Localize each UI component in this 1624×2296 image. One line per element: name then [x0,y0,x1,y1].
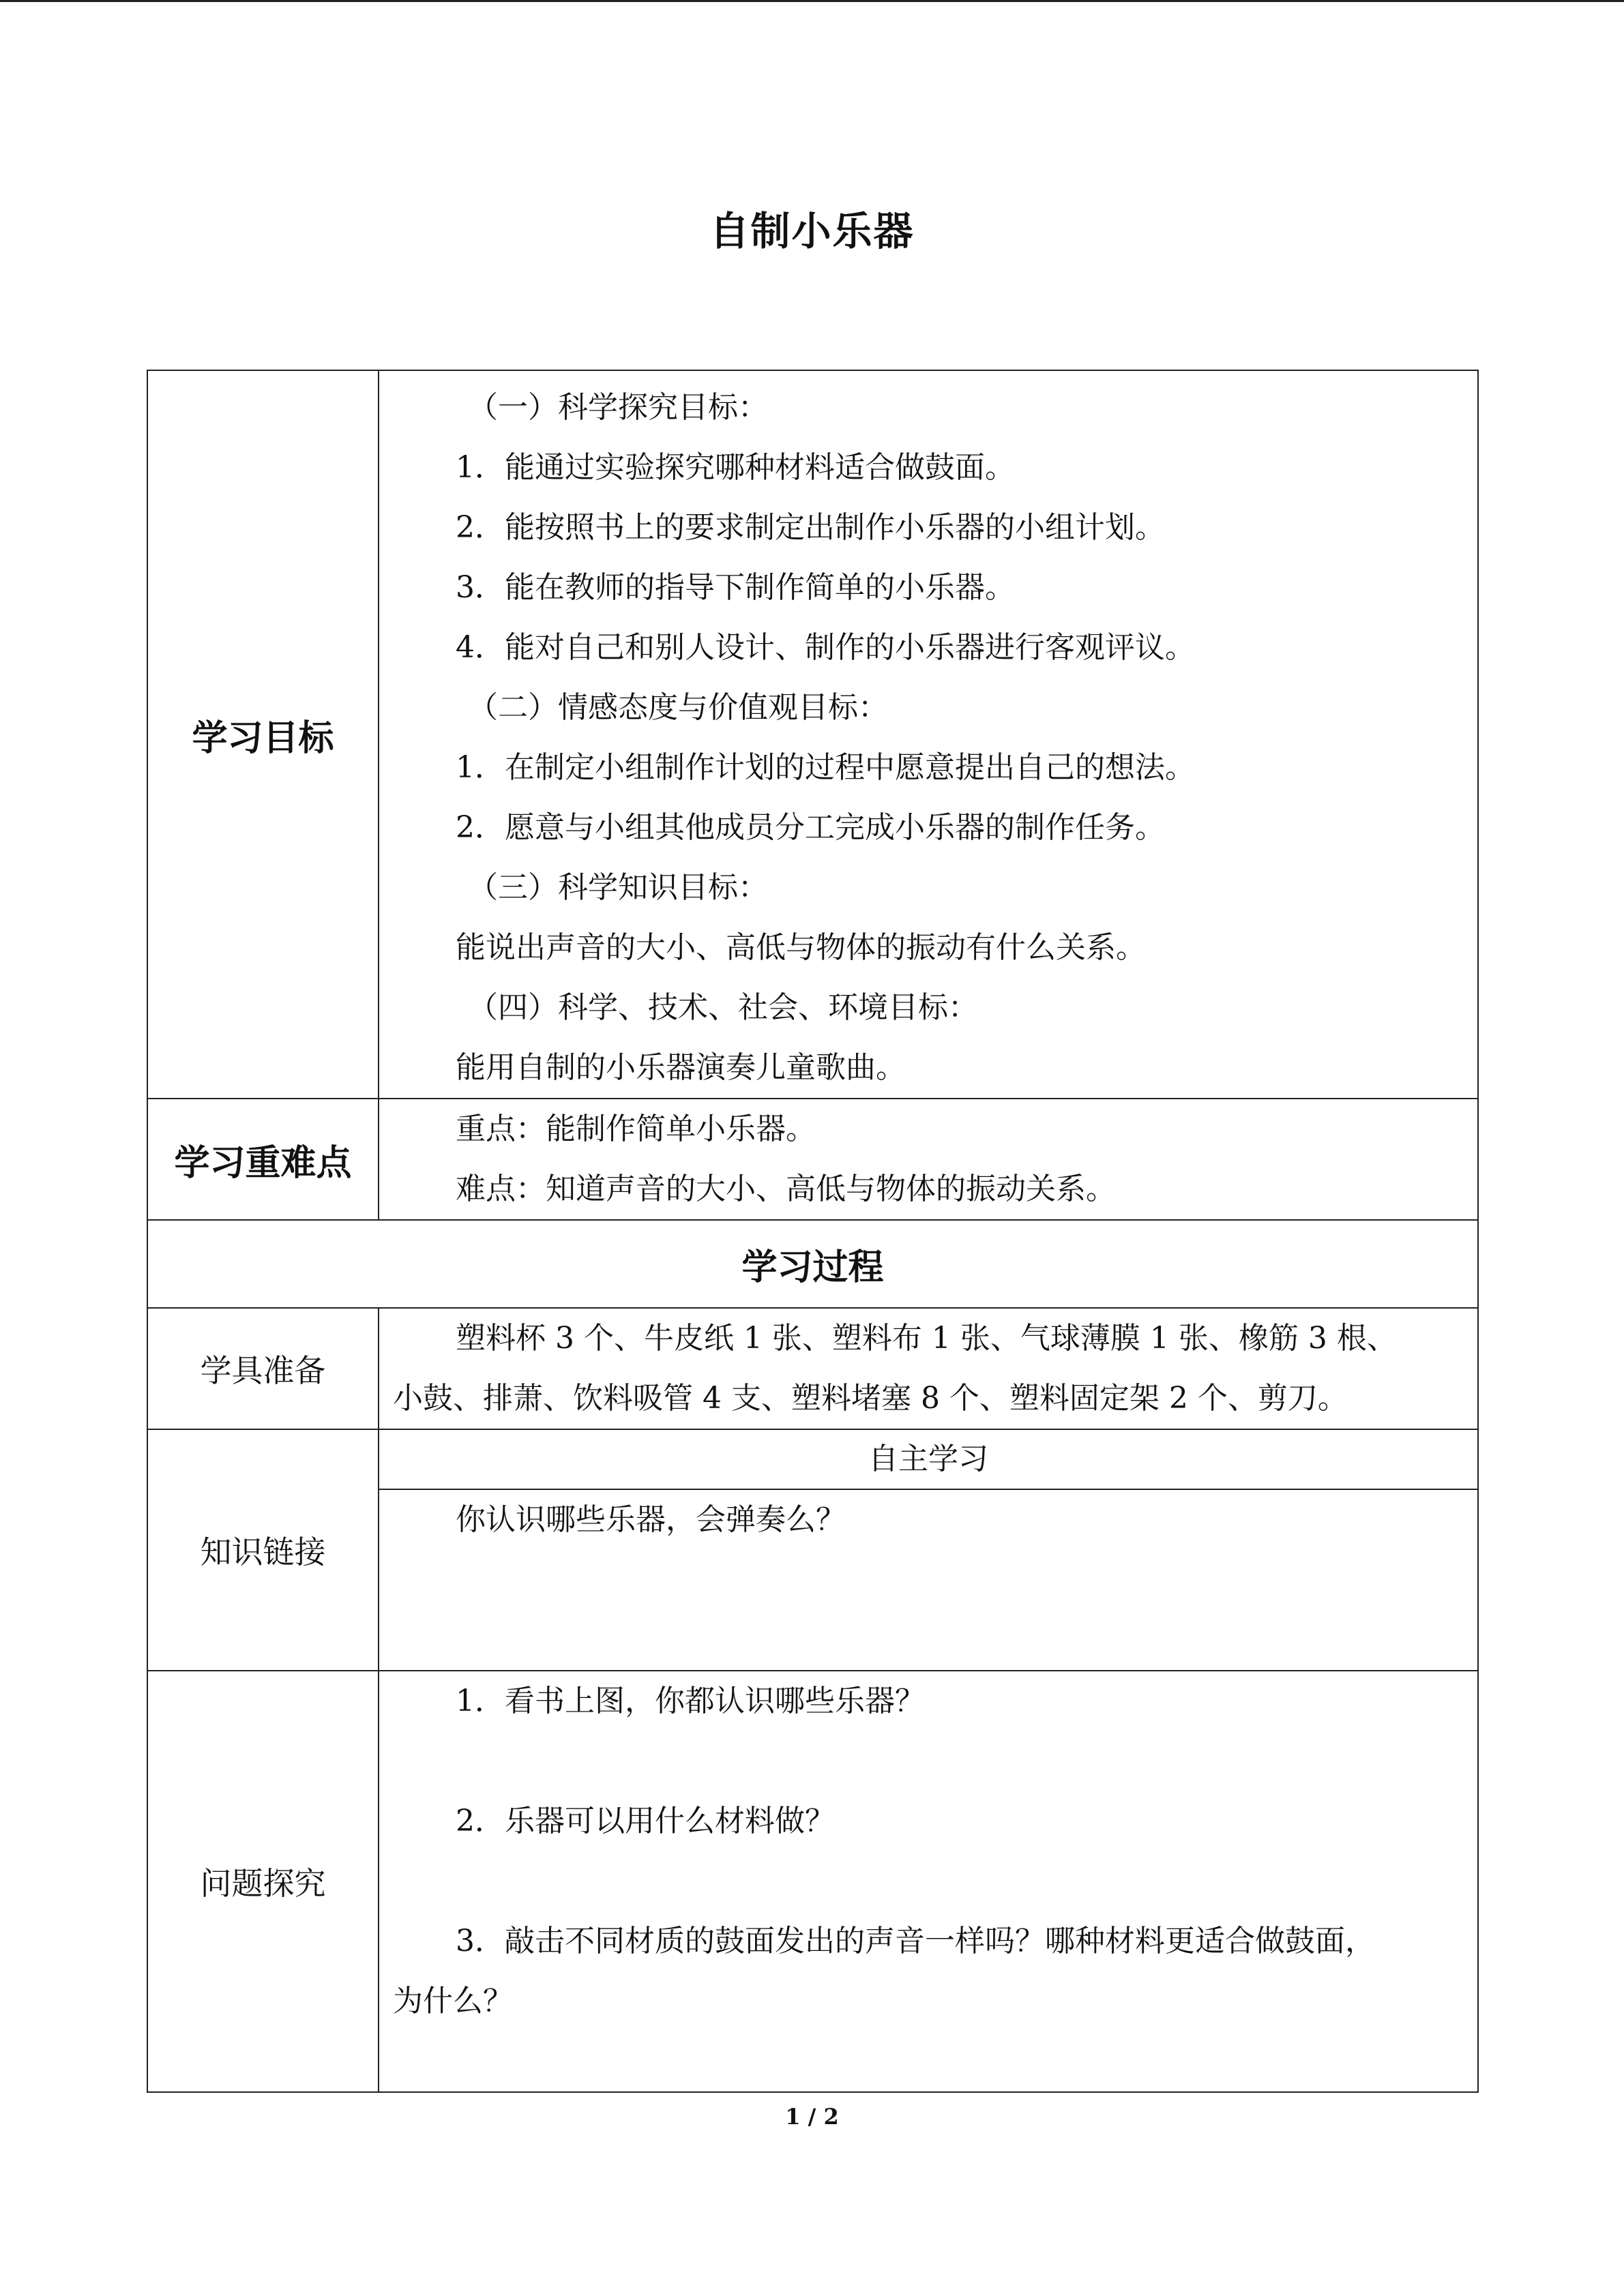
inquiry-label: 问题探究 [147,1671,379,2092]
objective-item: 2．愿意与小组其他成员分工完成小乐器的制作任务。 [456,810,1165,845]
answer-space [379,1851,1477,1911]
materials-content [379,1308,1478,1429]
inquiry-question-cont: 为什么？ [393,1984,513,2018]
objectives-row [147,370,1478,1099]
objective-item: 4．能对自己和别人设计、制作的小乐器进行客观评议。 [456,630,1195,665]
materials-row [147,1308,1478,1429]
key-points-content [379,1099,1478,1220]
objectives-content [379,370,1478,1099]
objective-item: 2．能按照书上的要求制定出制作小乐器的小组计划。 [456,510,1165,545]
knowledge-sub-row [147,1429,1478,1489]
page-number: 1 / 2 [785,2104,839,2130]
inquiry-question: 2．乐器可以用什么材料做？ [456,1804,835,1838]
objective-item: 3．能在教师的指导下制作简单的小乐器。 [456,570,1015,605]
materials-label: 学具准备 [147,1308,379,1429]
objectives-label: 学习目标 [147,370,379,1099]
process-header-row [147,1220,1478,1308]
materials-line: 塑料杯 3 个、牛皮纸 1 张、塑料布 1 张、气球薄膜 1 张、橡筋 3 根、 [456,1321,1397,1356]
key-point: 重点：能制作简单小乐器。 [456,1112,816,1146]
lesson-table [147,370,1479,2093]
inquiry-question: 1．看书上图，你都认识哪些乐器？ [456,1684,925,1718]
key-points-label: 学习重难点 [147,1099,379,1220]
objective-item: 1．在制定小组制作计划的过程中愿意提出自己的想法。 [456,750,1195,785]
objective-item: 1．能通过实验探究哪种材料适合做鼓面。 [456,450,1015,485]
materials-line: 小鼓、排萧、饮料吸管 4 支、塑料堵塞 8 个、塑料固定架 2 个、剪刀。 [393,1381,1348,1416]
knowledge-question: 你认识哪些乐器，会弹奏么？ [456,1502,846,1537]
key-points-row [147,1099,1478,1220]
objective-heading: （四）科学、技术、社会、环境目标： [468,990,978,1025]
inquiry-question: 3．敲击不同材质的鼓面发出的声音一样吗？哪种材料更适合做鼓面， [456,1924,1375,1958]
knowledge-content [379,1489,1478,1671]
inquiry-content [379,1671,1478,2092]
objective-heading: （三）科学知识目标： [468,870,768,905]
objective-item: 能用自制的小乐器演奏儿童歌曲。 [456,1050,906,1085]
process-header: 学习过程 [147,1220,1478,1308]
answer-space [379,1731,1477,1791]
knowledge-label: 知识链接 [147,1429,379,1671]
objective-item: 能说出声音的大小、高低与物体的振动有什么关系。 [456,930,1146,965]
objective-heading: （一）科学探究目标： [468,390,768,425]
inquiry-row [147,1671,1478,2092]
top-border [0,0,1624,2]
objective-heading: （二）情感态度与价值观目标： [468,690,888,725]
knowledge-sub-header: 自主学习 [379,1429,1478,1489]
page-title: 自制小乐器 [709,208,915,254]
difficult-point: 难点：知道声音的大小、高低与物体的振动关系。 [456,1172,1116,1206]
